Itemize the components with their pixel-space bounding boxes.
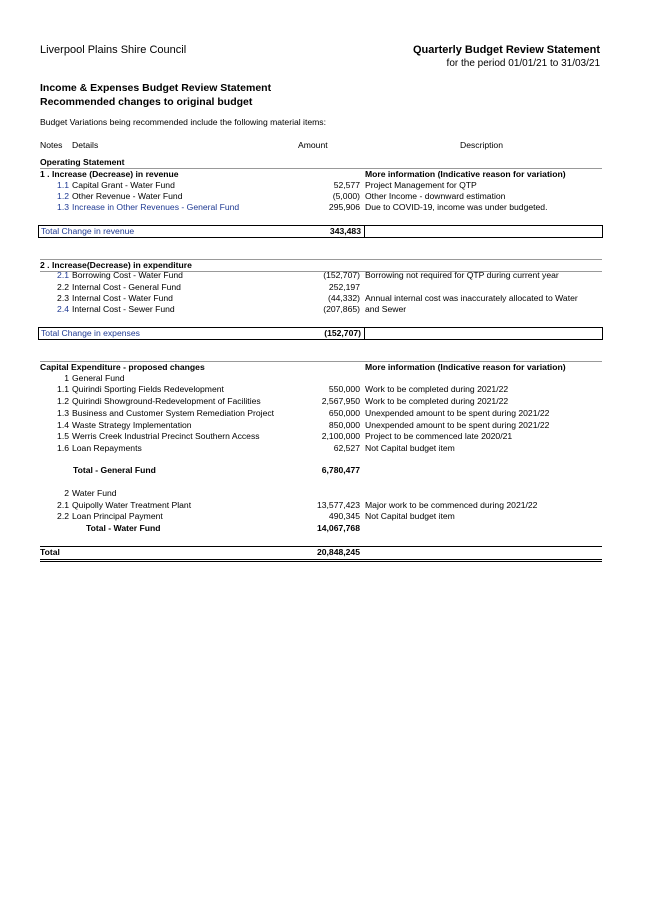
row-detail: Loan Repayments [72, 443, 142, 453]
row-note: 2.2 [57, 282, 69, 292]
expenditure-row [40, 293, 602, 304]
row-amount: 52,577 [333, 180, 360, 190]
capital-row [40, 396, 602, 407]
row-note: 1.4 [57, 420, 69, 430]
row-description: Borrowing not required for QTP during current year [365, 270, 559, 280]
revenue-row [40, 180, 602, 191]
row-description: Work to be completed during 2021/22 [365, 384, 509, 394]
row-detail: Waste Strategy Implementation [72, 420, 192, 430]
row-note: 1.6 [57, 443, 69, 453]
row-detail: Werris Creek Industrial Precinct Southern Access [72, 431, 260, 441]
capital-heading: Capital Expenditure - proposed changes [40, 362, 205, 372]
row-amount: (152,707) [323, 270, 360, 280]
row-amount: 2,100,000 [321, 431, 360, 441]
column-details: Details [72, 140, 99, 150]
divider [364, 328, 365, 339]
expenditure-row [40, 282, 602, 293]
expenditure-row [40, 270, 602, 281]
row-detail: Borrowing Cost - Water Fund [72, 270, 183, 280]
row-detail: Internal Cost - General Fund [72, 282, 181, 292]
capital-row [40, 443, 602, 454]
capital-info-heading: More information (Indicative reason for variation) [365, 362, 566, 372]
divider [364, 226, 365, 237]
row-detail: Total - General Fund [73, 465, 156, 475]
section-heading: Income & Expenses Budget Review Statement [40, 82, 272, 94]
row-detail: Increase in Other Revenues - General Fund [72, 202, 240, 212]
column-amount: Amount [298, 140, 328, 150]
row-amount: 14,067,768 [316, 523, 360, 533]
revenue-total-label: Total Change in revenue [41, 226, 135, 236]
row-detail: Quirindi Sporting Fields Redevelopment [72, 384, 224, 394]
row-detail: Business and Customer System Remediation Project [72, 408, 275, 418]
row-note: 2.1 [57, 500, 69, 510]
row-description: Major work to be commenced during 2021/22 [365, 500, 538, 510]
row-note: 1.1 [57, 384, 69, 394]
row-note: 2.4 [57, 304, 69, 314]
revenue-info-heading: More information (Indicative reason for variation) [365, 169, 566, 179]
row-note: 1.1 [57, 180, 69, 190]
row-description: and Sewer [365, 304, 407, 314]
general-fund-total [40, 465, 602, 476]
row-description: Project Management for QTP [365, 180, 477, 190]
row-amount: 650,000 [328, 408, 360, 418]
column-description: Description [460, 140, 503, 150]
council-name: Liverpool Plains Shire Council [40, 44, 187, 56]
operating-statement-title: Operating Statement [40, 157, 125, 167]
capital-row [40, 384, 602, 395]
revenue-heading: 1 . Increase (Decrease) in revenue [40, 169, 179, 179]
row-detail: Loan Principal Payment [72, 511, 163, 521]
row-detail: Capital Grant - Water Fund [72, 180, 175, 190]
row-detail: Quirindi Showground-Redevelopment of Facilities [72, 396, 261, 406]
water-fund-header [40, 488, 602, 499]
revenue-section-header [40, 168, 602, 180]
revenue-row [40, 191, 602, 202]
row-amount: 6,780,477 [321, 465, 360, 475]
row-description: Project to be commenced late 2020/21 [365, 431, 513, 441]
row-description: Due to COVID-19, income was under budgeted. [365, 202, 548, 212]
row-amount: 550,000 [328, 384, 360, 394]
row-note: 2.1 [57, 270, 69, 280]
row-amount: (44,332) [327, 293, 360, 303]
row-amount: 295,906 [328, 202, 360, 212]
row-description: Unexpended amount to be spent during 2021/22 [365, 420, 550, 430]
row-note: 1.5 [57, 431, 69, 441]
capital-row [40, 408, 602, 419]
row-amount: 252,197 [328, 282, 360, 292]
statement-title: Quarterly Budget Review Statement [412, 44, 600, 56]
row-detail: Internal Cost - Sewer Fund [72, 304, 175, 314]
row-detail: General Fund [72, 373, 125, 383]
row-note: 2.2 [57, 511, 69, 521]
row-detail: Water Fund [72, 488, 117, 498]
row-detail: Internal Cost - Water Fund [72, 293, 173, 303]
row-note: 1.3 [57, 202, 69, 212]
capital-row [40, 420, 602, 431]
row-description: Not Capital budget item [365, 443, 455, 453]
water-fund-total [40, 523, 602, 534]
row-detail: Other Revenue - Water Fund [72, 191, 183, 201]
row-note: 1.2 [57, 191, 69, 201]
expenditure-row [40, 304, 602, 315]
row-note: 1.3 [57, 408, 69, 418]
row-description: Other Income - downward estimation [365, 191, 506, 201]
row-amount: 62,527 [333, 443, 360, 453]
row-description: Not Capital budget item [365, 511, 455, 521]
revenue-row [40, 202, 602, 213]
row-amount: 490,345 [328, 511, 360, 521]
row-description: Unexpended amount to be spent during 2021/22 [365, 408, 550, 418]
row-amount: 13,577,423 [316, 500, 360, 510]
row-amount: (207,865) [323, 304, 360, 314]
row-description: Annual internal cost was inaccurately allocated to Water [365, 293, 578, 303]
row-note: 1.2 [57, 396, 69, 406]
capital-row [40, 500, 602, 511]
statement-period: for the period 01/01/21 to 31/03/21 [446, 58, 600, 69]
row-note: 1 [64, 373, 69, 383]
capital-row [40, 431, 602, 442]
row-description: Work to be completed during 2021/22 [365, 396, 509, 406]
column-notes: Notes [40, 140, 63, 150]
general-fund-header [40, 373, 602, 384]
capital-section-header [40, 361, 602, 373]
expenses-total-box [38, 327, 603, 340]
row-amount: 850,000 [328, 420, 360, 430]
row-detail: Quipolly Water Treatment Plant [72, 500, 192, 510]
row-amount: (5,000) [332, 191, 360, 201]
expenses-total-label: Total Change in expenses [41, 328, 140, 338]
grand-total-value: 20,848,245 [316, 547, 360, 557]
revenue-total-box [38, 225, 603, 238]
intro-text: Budget Variations being recommended include the following material items: [40, 117, 326, 127]
row-note: 2.3 [57, 293, 69, 303]
row-note: 2 [64, 488, 69, 498]
row-detail: Total - Water Fund [86, 523, 161, 533]
revenue-total-value: 343,483 [329, 226, 361, 236]
capital-row [40, 511, 602, 522]
section-subheading: Recommended changes to original budget [40, 96, 253, 108]
grand-total-row [40, 546, 602, 562]
grand-total-label: Total [40, 547, 60, 557]
expenses-total-value: (152,707) [324, 328, 361, 338]
expenditure-heading: 2 . Increase(Decrease) in expenditure [40, 260, 192, 270]
row-amount: 2,567,950 [321, 396, 360, 406]
